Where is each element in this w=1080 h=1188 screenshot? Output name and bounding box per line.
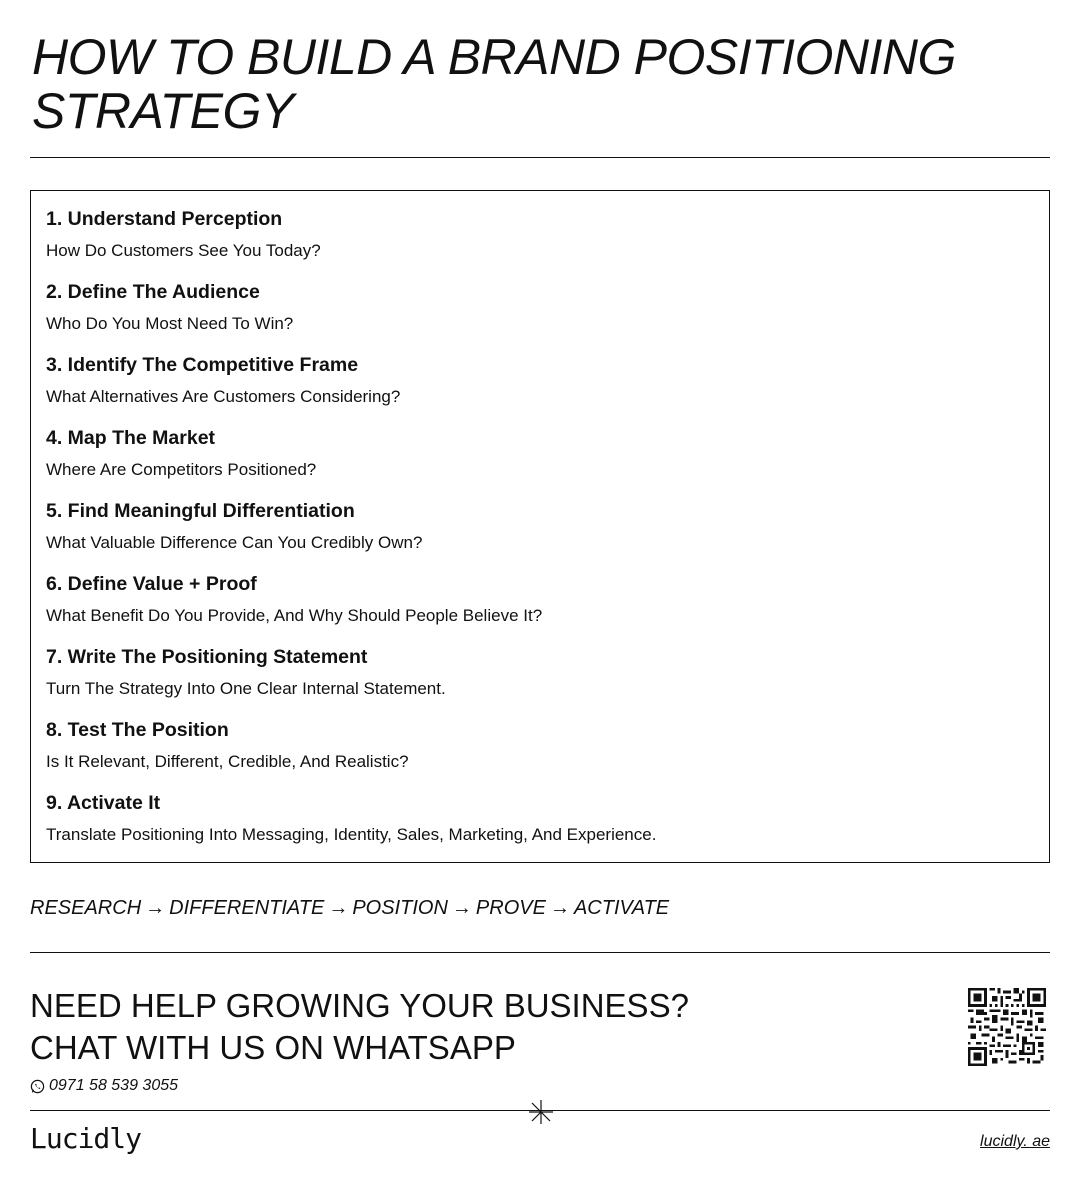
step-heading: 9. Activate It [46, 792, 161, 814]
phone-number: 0971 58 539 3055 [49, 1077, 179, 1094]
title-divider [30, 157, 1050, 158]
section-divider [30, 952, 1050, 953]
cta-subheadline[interactable]: CHAT WITH US ON WHATSAPP [30, 1029, 516, 1066]
step-item [46, 353, 1026, 408]
step-heading: 5. Find Meaningful Differentiation [46, 500, 355, 522]
process-stage: PROVE [475, 897, 546, 919]
process-stage: DIFFERENTIATE [169, 897, 325, 919]
step-item [46, 426, 1026, 481]
process-flow [30, 895, 669, 921]
step-item [46, 280, 1026, 335]
arrow-icon: → [451, 897, 472, 919]
process-stage: ACTIVATE [573, 897, 670, 919]
step-question: What Benefit Do You Provide, And Why Should People Believe It? [46, 606, 543, 625]
step-heading: 6. Define Value + Proof [46, 573, 257, 595]
process-stage: POSITION [352, 897, 448, 919]
step-heading: 3. Identify The Competitive Frame [46, 354, 359, 376]
step-question: What Alternatives Are Customers Considering? [46, 387, 401, 406]
step-item [46, 207, 1026, 262]
process-stage: RESEARCH [30, 897, 142, 919]
whatsapp-icon [30, 1079, 45, 1094]
cta-headline: NEED HELP GROWING YOUR BUSINESS? [30, 987, 689, 1024]
brand-logo: Lucidly [30, 1122, 142, 1155]
step-item [46, 572, 1026, 627]
step-heading: 7. Write The Positioning Statement [46, 646, 368, 668]
step-heading: 1. Understand Perception [46, 208, 283, 230]
step-question: What Valuable Difference Can You Credibly Own? [46, 533, 423, 552]
step-question: Where Are Competitors Positioned? [46, 460, 317, 479]
sparkle-cursor-icon [527, 1098, 555, 1126]
website-link[interactable]: lucidly. ae [980, 1133, 1050, 1150]
page-title: HOW TO BUILD A BRAND POSITIONING STRATEGY [32, 29, 956, 139]
arrow-icon: → [145, 897, 166, 919]
step-question: How Do Customers See You Today? [46, 241, 321, 260]
step-item [46, 791, 1026, 846]
steps-panel [30, 190, 1050, 863]
arrow-icon: → [328, 897, 349, 919]
phone-contact[interactable] [30, 1076, 178, 1096]
step-question: Translate Positioning Into Messaging, Identity, Sales, Marketing, And Experience. [46, 825, 657, 844]
qr-code-icon[interactable] [968, 988, 1046, 1066]
step-item [46, 645, 1026, 700]
step-question: Is It Relevant, Different, Credible, And Realistic? [46, 752, 409, 771]
step-heading: 2. Define The Audience [46, 281, 260, 303]
step-item [46, 499, 1026, 554]
step-item [46, 718, 1026, 773]
step-question: Turn The Strategy Into One Clear Internal Statement. [46, 679, 446, 698]
arrow-icon: → [549, 897, 570, 919]
step-heading: 4. Map The Market [46, 427, 216, 449]
step-question: Who Do You Most Need To Win? [46, 314, 294, 333]
step-heading: 8. Test The Position [46, 719, 229, 741]
